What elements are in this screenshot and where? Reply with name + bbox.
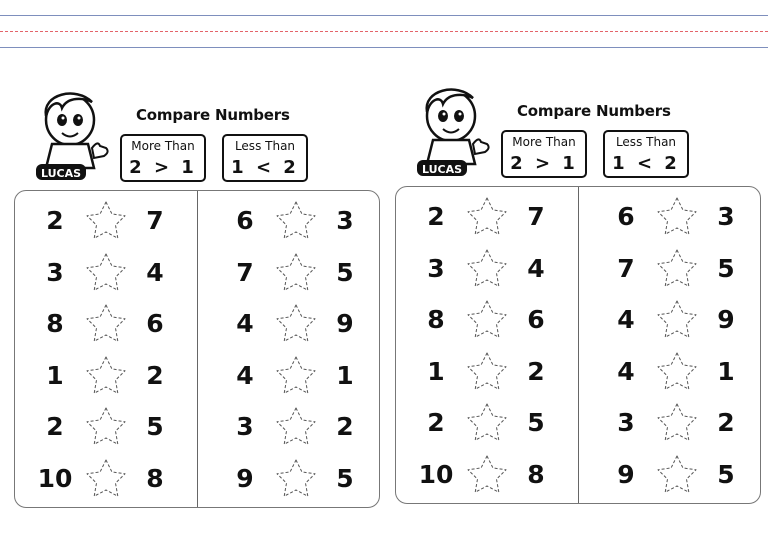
number-right: 6	[146, 309, 164, 338]
dashed-star-icon[interactable]	[273, 302, 319, 346]
number-right: 8	[146, 463, 164, 493]
dashed-star-icon[interactable]	[83, 251, 129, 295]
more-than-example: 2 > 1	[510, 153, 578, 174]
dashed-star-icon[interactable]	[464, 453, 510, 497]
number-left: 4	[617, 356, 635, 386]
number-left: 2	[427, 202, 445, 231]
number-right: 6	[527, 305, 545, 334]
less-than-label: Less Than	[234, 139, 296, 153]
number-left: 4	[236, 309, 254, 338]
ruled-line-bottom	[0, 47, 768, 48]
dashed-star-icon[interactable]	[83, 457, 129, 501]
dashed-star-icon[interactable]	[273, 199, 319, 243]
ruled-line-middle-dashed	[0, 31, 768, 32]
comparison-grid	[395, 186, 761, 504]
comparison-row	[606, 453, 756, 503]
number-right: 5	[527, 408, 545, 437]
dashed-star-icon[interactable]	[273, 405, 319, 449]
dashed-star-icon[interactable]	[464, 401, 510, 445]
dashed-star-icon[interactable]	[83, 302, 129, 346]
mascot-name: LUCAS	[421, 163, 463, 176]
more-than-label: More Than	[512, 135, 576, 149]
number-left: 8	[427, 305, 445, 334]
number-right: 5	[146, 412, 164, 441]
more-than-box	[120, 134, 206, 182]
dashed-star-icon[interactable]	[464, 350, 510, 394]
dashed-star-icon[interactable]	[83, 199, 129, 243]
number-right: 9	[336, 309, 354, 338]
dashed-star-icon[interactable]	[654, 247, 700, 291]
comparison-row	[35, 251, 185, 301]
number-right: 2	[717, 408, 735, 437]
column-divider	[578, 187, 579, 503]
number-right: 1	[717, 356, 735, 386]
dashed-star-icon[interactable]	[464, 247, 510, 291]
comparison-row	[35, 302, 185, 352]
comparison-row	[225, 457, 375, 507]
comparison-row	[606, 247, 756, 297]
comparison-row	[35, 354, 185, 404]
comparison-row	[35, 457, 185, 507]
comparison-row	[416, 453, 566, 503]
dashed-star-icon[interactable]	[654, 401, 700, 445]
number-left: 1	[427, 356, 445, 386]
number-left: 3	[46, 257, 64, 287]
number-right: 3	[717, 202, 735, 231]
number-right: 7	[146, 206, 164, 235]
number-right: 1	[336, 360, 354, 390]
number-right: 4	[146, 257, 164, 287]
number-right: 2	[336, 412, 354, 441]
number-left: 10	[418, 459, 454, 489]
less-than-box	[603, 130, 689, 178]
comparison-row	[225, 302, 375, 352]
comparison-grid	[14, 190, 380, 508]
number-left: 3	[617, 408, 635, 437]
dashed-star-icon[interactable]	[654, 195, 700, 239]
less-than-label: Less Than	[615, 135, 677, 149]
comparison-row	[606, 350, 756, 400]
number-left: 8	[46, 309, 64, 338]
dashed-star-icon[interactable]	[273, 251, 319, 295]
number-left: 7	[236, 257, 254, 287]
number-left: 3	[427, 253, 445, 283]
comparison-row	[606, 298, 756, 348]
comparison-row	[416, 195, 566, 245]
number-left: 2	[46, 412, 64, 441]
comparison-row	[416, 401, 566, 451]
number-right: 4	[527, 253, 545, 283]
dashed-star-icon[interactable]	[464, 195, 510, 239]
ruled-line-top	[0, 15, 768, 16]
worksheet-title: Compare Numbers	[517, 102, 671, 120]
number-left: 1	[46, 360, 64, 390]
more-than-example: 2 > 1	[129, 157, 197, 178]
comparison-row	[225, 199, 375, 249]
comparison-row	[35, 405, 185, 455]
number-left: 2	[427, 408, 445, 437]
worksheet-title: Compare Numbers	[136, 106, 290, 124]
number-right: 5	[717, 253, 735, 283]
number-left: 6	[617, 202, 635, 231]
comparison-row	[606, 401, 756, 451]
less-than-example: 1 < 2	[231, 157, 299, 178]
number-right: 7	[527, 202, 545, 231]
number-left: 3	[236, 412, 254, 441]
comparison-row	[225, 405, 375, 455]
comparison-row	[606, 195, 756, 245]
mascot-name: LUCAS	[40, 167, 82, 180]
boy-thumbs-up-icon	[413, 82, 495, 182]
less-than-box	[222, 134, 308, 182]
comparison-row	[416, 350, 566, 400]
number-right: 3	[336, 206, 354, 235]
number-left: 2	[46, 206, 64, 235]
number-right: 2	[146, 360, 164, 390]
number-right: 5	[717, 459, 735, 489]
dashed-star-icon[interactable]	[83, 354, 129, 398]
more-than-box	[501, 130, 587, 178]
dashed-star-icon[interactable]	[273, 457, 319, 501]
dashed-star-icon[interactable]	[654, 350, 700, 394]
dashed-star-icon[interactable]	[654, 453, 700, 497]
comparison-row	[416, 298, 566, 348]
number-right: 2	[527, 356, 545, 386]
number-right: 9	[717, 305, 735, 334]
number-left: 9	[617, 459, 635, 489]
comparison-row	[225, 251, 375, 301]
number-right: 5	[336, 463, 354, 493]
dashed-star-icon[interactable]	[273, 354, 319, 398]
more-than-label: More Than	[131, 139, 195, 153]
column-divider	[197, 191, 198, 507]
less-than-example: 1 < 2	[612, 153, 680, 174]
number-right: 8	[527, 459, 545, 489]
comparison-row	[416, 247, 566, 297]
number-left: 4	[617, 305, 635, 334]
dashed-star-icon[interactable]	[83, 405, 129, 449]
comparison-row	[225, 354, 375, 404]
number-right: 5	[336, 257, 354, 287]
dashed-star-icon[interactable]	[464, 298, 510, 342]
number-left: 10	[37, 463, 73, 493]
number-left: 7	[617, 253, 635, 283]
number-left: 4	[236, 360, 254, 390]
boy-thumbs-up-icon	[32, 86, 114, 186]
number-left: 6	[236, 206, 254, 235]
dashed-star-icon[interactable]	[654, 298, 700, 342]
number-left: 9	[236, 463, 254, 493]
comparison-row	[35, 199, 185, 249]
